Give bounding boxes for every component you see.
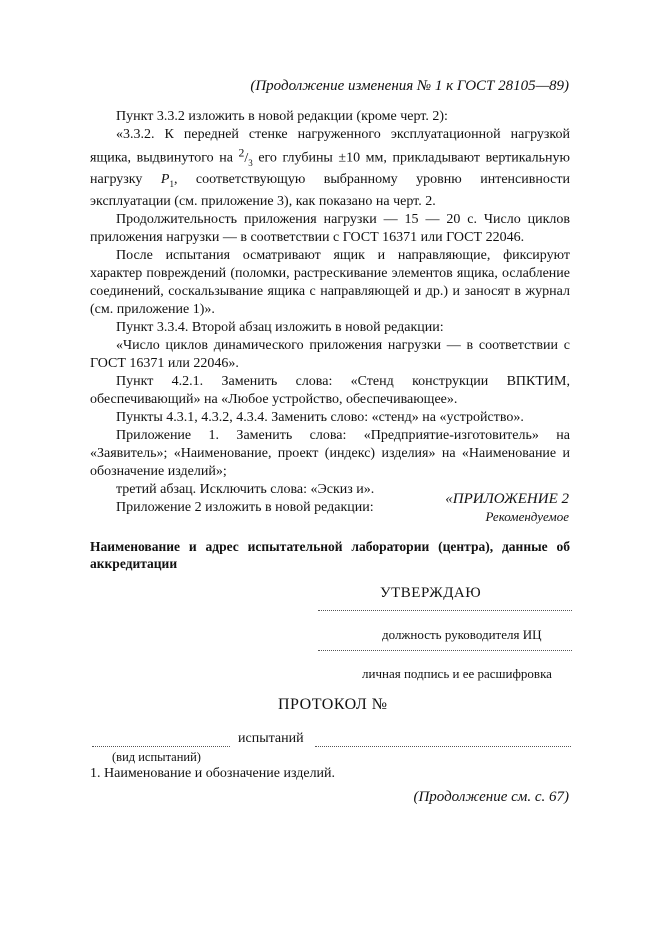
paragraph: «Число циклов динамического приложения нагрузки — в соответствии с ГОСТ 16371 или 22046».	[90, 338, 570, 372]
amendment-text	[90, 108, 570, 517]
variable-p: P	[160, 172, 170, 188]
signature-line	[318, 650, 572, 651]
paragraph: Приложение 2 изложить в новой редакции:	[116, 500, 374, 516]
tests-line	[315, 746, 571, 747]
appendix-subtitle: Рекомендуемое	[485, 509, 569, 524]
paragraph: третий абзац. Исключить слова: «Эскиз и».	[116, 482, 375, 498]
paragraph: Приложение 1. Заменить слова: «Предприятие-изготовитель» на «Заявитель»; «Наименование, проект (индекс) изделия» на «Наименование и обозначение изделий»;	[90, 428, 570, 480]
paragraph: После испытания осматривают ящик и направляющие, фиксируют характер повреждений (поломки, растрескивание элементов ящика, ослабление соединений, соскальзывание ящика с направляющей и др.) и заносят в журнал (см. приложение 1)».	[90, 248, 570, 318]
approve-label: УТВЕРЖДАЮ	[380, 585, 482, 601]
continuation-header: (Продолжение изменения № 1 к ГОСТ 28105—89)	[250, 78, 569, 94]
paragraph: Пункт 3.3.4. Второй абзац изложить в новой редакции:	[116, 320, 444, 336]
text-segment: его глубины ±10 мм, прикладывают вертикальную нагрузку	[90, 150, 570, 188]
test-kind-caption: (вид испытаний)	[112, 750, 201, 764]
text-segment: «3.3.2. К передней стенке нагруженного эксплуатационной нагрузкой ящика, выдвинутого на	[90, 127, 570, 166]
continuation-footer: (Продолжение см. с. 67)	[413, 789, 569, 805]
paragraph-3-3-2	[90, 126, 570, 211]
test-kind-line	[92, 746, 230, 747]
position-line	[318, 610, 572, 611]
item-1: 1. Наименование и обозначение изделий.	[90, 766, 336, 781]
text-segment: , соответствующую выбранному уровню интенсивности эксплуатации (см. приложение 3), как показано на черт. 2.	[90, 172, 571, 210]
paragraph: Пункт 3.3.2 изложить в новой редакции (кроме черт. 2):	[116, 109, 448, 124]
fraction-numerator: 2	[238, 146, 245, 159]
fraction-denominator: 3	[248, 157, 253, 168]
lab-heading: Наименование и адрес испытательной лаборатории (центра), данные об аккредитации	[90, 539, 570, 571]
appendix-title: «ПРИЛОЖЕНИЕ 2	[445, 491, 569, 507]
variable-subscript: 1	[169, 179, 174, 190]
paragraph: Продолжительность приложения нагрузки — 15 — 20 с. Число циклов приложения нагрузки — в соответствии с ГОСТ 16371 или ГОСТ 22046.	[90, 212, 570, 246]
fraction: $^2/_3$	[238, 146, 253, 168]
tests-label: испытаний	[238, 731, 304, 746]
position-caption: должность руководителя ИЦ	[382, 627, 542, 642]
signature-caption: личная подпись и ее расшифровка	[362, 666, 552, 681]
protocol-title: ПРОТОКОЛ №	[278, 696, 388, 713]
appendix-heading	[445, 490, 569, 526]
paragraph: Пункт 4.2.1. Заменить слова: «Стенд конструкции ВПКТИМ, обеспечивающий» на «Любое устройство, обеспечивающее».	[90, 374, 570, 408]
paragraph: Пункты 4.3.1, 4.3.2, 4.3.4. Заменить слово: «стенд» на «устройство».	[116, 410, 524, 426]
